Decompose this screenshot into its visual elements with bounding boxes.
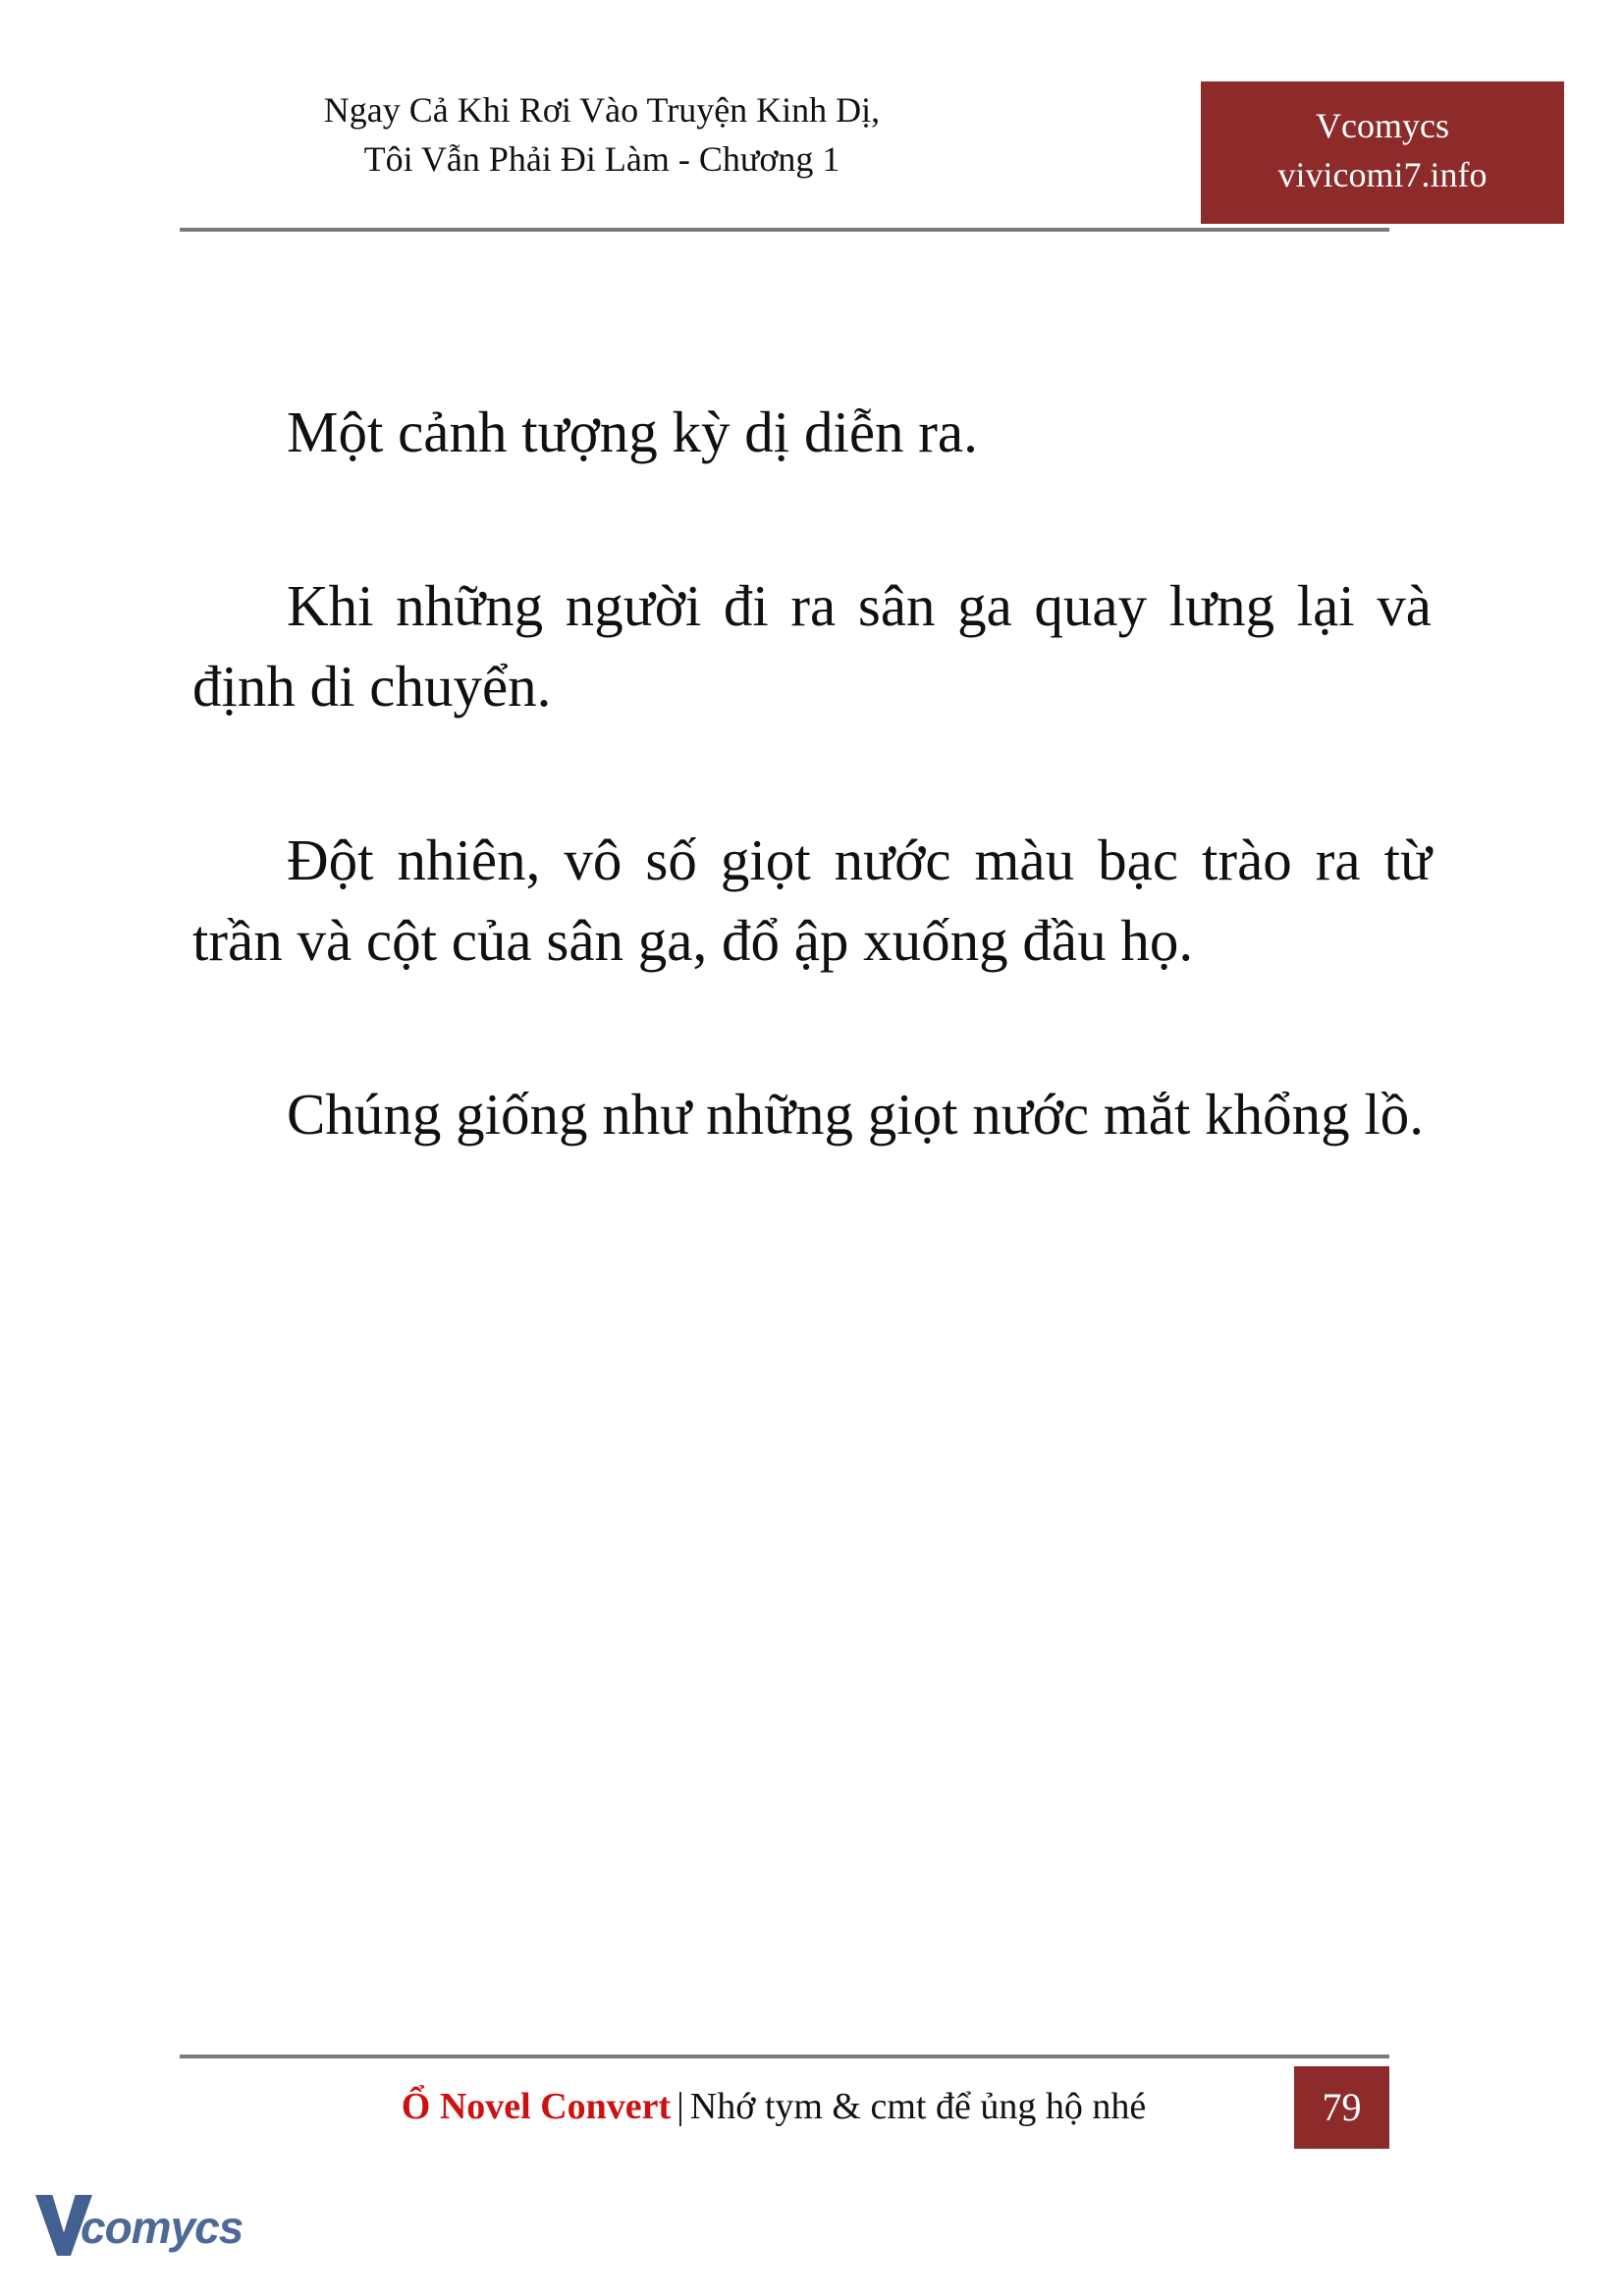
- footer-divider: [180, 2055, 1389, 2058]
- header-title-line-1: Ngay Cả Khi Rơi Vào Truyện Kinh Dị,: [323, 90, 881, 130]
- page-footer: [180, 2071, 1389, 2148]
- footer-separator: |: [677, 2086, 684, 2127]
- page-number-badge: 79: [1294, 2066, 1389, 2149]
- header-title: [180, 86, 1024, 184]
- footer-note: Nhớ tym & cmt để ủng hộ nhé: [689, 2086, 1147, 2127]
- page-header: [180, 86, 1488, 229]
- site-badge-name: Vcomycs: [1316, 106, 1449, 145]
- header-divider: [180, 228, 1389, 232]
- footer-brand: Ổ Novel Convert: [401, 2086, 672, 2127]
- site-badge: [1201, 81, 1564, 224]
- vcomycs-watermark: [35, 2195, 261, 2273]
- paragraph: Chúng giống như những giọt nước mắt khổng lồ.: [287, 1082, 1424, 1148]
- paragraph: Khi những người đi ra sân ga quay lưng lại và định di chuyển.: [192, 573, 1432, 719]
- page-content: [192, 393, 1432, 1249]
- watermark-label: comycs: [81, 2202, 244, 2253]
- site-badge-url: vivicomi7.info: [1277, 155, 1488, 195]
- paragraph: Đột nhiên, vô số giọt nước màu bạc trào ra từ trần và cột của sân ga, đổ ập xuống đầu họ.: [192, 828, 1432, 973]
- header-title-line-2: Tôi Vẫn Phải Đi Làm - Chương 1: [363, 138, 840, 179]
- footer-text: [268, 2085, 1279, 2128]
- paragraph: Một cảnh tượng kỳ dị diễn ra.: [287, 400, 978, 464]
